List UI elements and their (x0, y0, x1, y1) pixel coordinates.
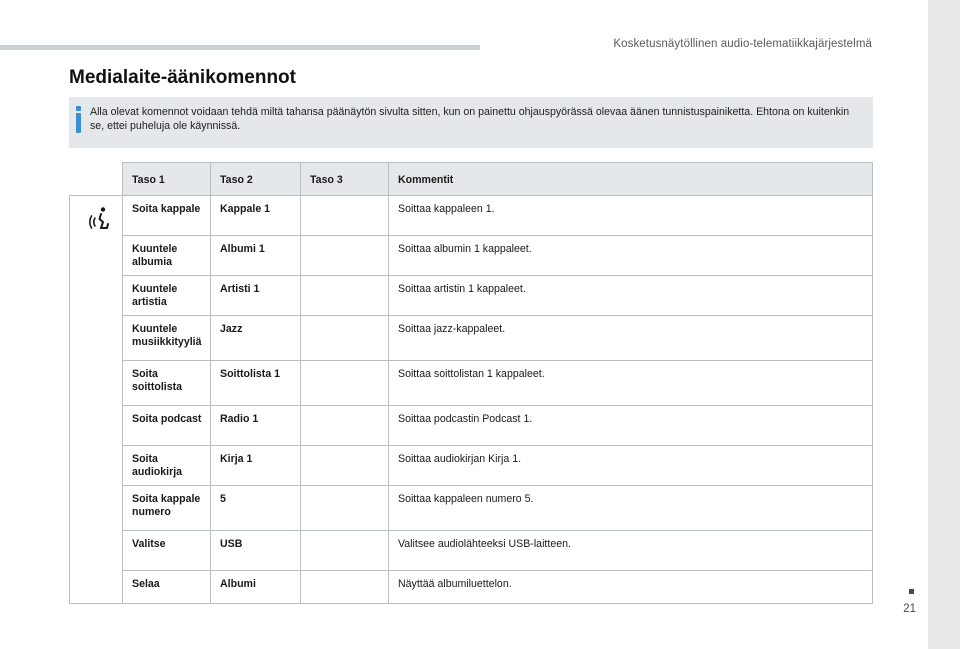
info-note-text: Alla olevat komennot voidaan tehdä miltä tahansa päänäytön sivulta sitten, kun on painettu ohjauspyörässä olevaa äänen tunnistuspainiketta. Ehtona on kuitenkin se, ettei puheluja ole käynnissä. (90, 106, 850, 132)
comment-cell: Soittaa podcastin Podcast 1. (389, 406, 873, 446)
level-3-cell (301, 486, 389, 531)
level-2-cell: Kappale 1 (211, 196, 301, 236)
level-3-cell (301, 316, 389, 361)
voice-commands-table (69, 162, 873, 604)
level-2-cell: USB (211, 531, 301, 571)
comment-cell: Soittaa artistin 1 kappaleet. (389, 276, 873, 316)
level-1-cell: Selaa (123, 571, 211, 604)
header-comments: Kommentit (389, 163, 873, 196)
level-2-cell: 5 (211, 486, 301, 531)
info-icon (76, 106, 81, 133)
comment-cell: Soittaa soittolistan 1 kappaleet. (389, 361, 873, 406)
level-3-cell (301, 361, 389, 406)
level-1-cell: Soita soittolista (123, 361, 211, 406)
voice-command-icon-cell (70, 196, 123, 604)
level-2-cell: Artisti 1 (211, 276, 301, 316)
comment-cell: Näyttää albumiluettelon. (389, 571, 873, 604)
header-level-3: Taso 3 (301, 163, 389, 196)
page-number: 21 (903, 603, 916, 615)
level-1-cell: Kuuntele artistia (123, 276, 211, 316)
header-blank-cell (70, 163, 123, 196)
table-row (70, 236, 873, 276)
header-level-2: Taso 2 (211, 163, 301, 196)
table-row (70, 196, 873, 236)
header-level-1: Taso 1 (123, 163, 211, 196)
level-2-cell: Kirja 1 (211, 446, 301, 486)
voice-command-icon (88, 206, 114, 232)
level-1-cell: Kuuntele musiikkityyliä (123, 316, 211, 361)
chapter-title: Kosketusnäytöllinen audio-telematiikkajärjestelmä (613, 38, 872, 50)
comment-cell: Soittaa audiokirjan Kirja 1. (389, 446, 873, 486)
level-3-cell (301, 406, 389, 446)
level-1-cell: Soita audiokirja (123, 446, 211, 486)
level-3-cell (301, 276, 389, 316)
level-3-cell (301, 196, 389, 236)
header-rule (0, 45, 480, 50)
level-2-cell: Albumi (211, 571, 301, 604)
level-3-cell (301, 531, 389, 571)
page-marker (909, 589, 914, 594)
table-row (70, 571, 873, 604)
comment-cell: Valitsee audiolähteeksi USB-laitteen. (389, 531, 873, 571)
table-row (70, 316, 873, 361)
level-2-cell: Soittolista 1 (211, 361, 301, 406)
level-1-cell: Valitse (123, 531, 211, 571)
page-side-band (928, 0, 960, 649)
page-title: Medialaite-äänikomennot (69, 67, 296, 88)
table-row (70, 406, 873, 446)
comment-cell: Soittaa jazz-kappaleet. (389, 316, 873, 361)
level-1-cell: Soita kappale numero (123, 486, 211, 531)
level-1-cell: Soita kappale (123, 196, 211, 236)
table-row (70, 486, 873, 531)
table-row (70, 531, 873, 571)
comment-cell: Soittaa kappaleen numero 5. (389, 486, 873, 531)
table-header-row (70, 163, 873, 196)
comment-cell: Soittaa kappaleen 1. (389, 196, 873, 236)
level-2-cell: Jazz (211, 316, 301, 361)
comment-cell: Soittaa albumin 1 kappaleet. (389, 236, 873, 276)
level-3-cell (301, 236, 389, 276)
level-3-cell (301, 571, 389, 604)
level-1-cell: Kuuntele albumia (123, 236, 211, 276)
level-3-cell (301, 446, 389, 486)
info-note (69, 97, 873, 148)
level-2-cell: Radio 1 (211, 406, 301, 446)
table-row (70, 276, 873, 316)
level-2-cell: Albumi 1 (211, 236, 301, 276)
table-row (70, 446, 873, 486)
level-1-cell: Soita podcast (123, 406, 211, 446)
table-row (70, 361, 873, 406)
